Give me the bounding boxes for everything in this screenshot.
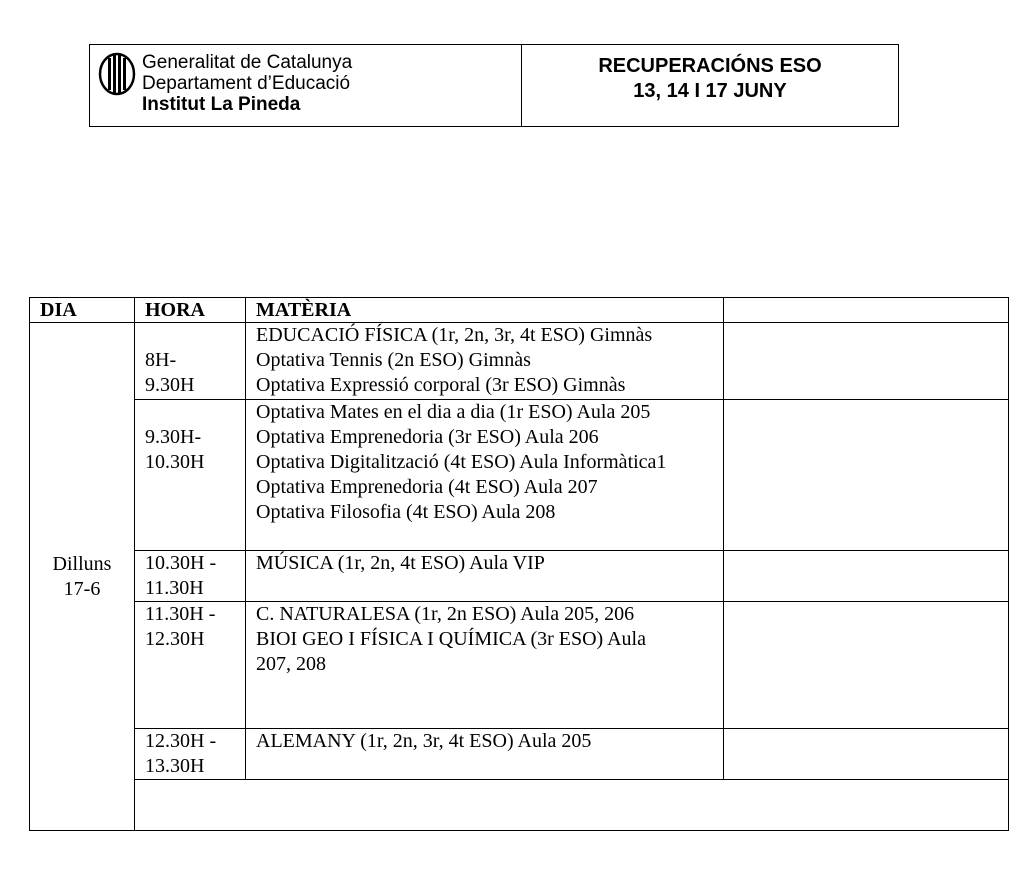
hora-line: 13.30H bbox=[145, 755, 205, 777]
materia-line: Optativa Filosofia (4t ESO) Aula 208 bbox=[256, 501, 556, 523]
hora-cell bbox=[135, 602, 246, 729]
materia-line: Optativa Tennis (2n ESO) Gimnàs bbox=[256, 349, 531, 371]
document-title: RECUPERACIÓNS ESO bbox=[598, 55, 822, 77]
materia-cell bbox=[246, 323, 724, 400]
table-header-row bbox=[30, 298, 1009, 323]
materia-line: MÚSICA (1r, 2n, 4t ESO) Aula VIP bbox=[256, 552, 545, 574]
materia-cell bbox=[246, 729, 724, 780]
materia-cell bbox=[246, 551, 724, 602]
document-dates: 13, 14 I 17 JUNY bbox=[633, 80, 787, 102]
hora-line: 11.30H - bbox=[145, 603, 216, 625]
org-line-generalitat: Generalitat de Catalunya bbox=[142, 52, 353, 73]
hora-line bbox=[145, 400, 235, 425]
materia-line: Optativa Emprenedoria (3r ESO) Aula 206 bbox=[256, 426, 599, 448]
hora-cell bbox=[135, 551, 246, 602]
org-line-departament: Departament d’Educació bbox=[142, 73, 351, 94]
materia-line: EDUCACIÓ FÍSICA (1r, 2n, 3r, 4t ESO) Gimnàs bbox=[256, 324, 653, 346]
materia-line: Optativa Mates en el dia a dia (1r ESO) Aula 205 bbox=[256, 401, 651, 423]
column-header-dia: DIA bbox=[30, 298, 135, 323]
table-row bbox=[30, 323, 1009, 400]
hora-line: 12.30H - bbox=[145, 730, 217, 752]
materia-line: ALEMANY (1r, 2n, 3r, 4t ESO) Aula 205 bbox=[256, 730, 592, 752]
header-title-cell bbox=[522, 45, 898, 126]
header-organization-cell bbox=[90, 45, 522, 126]
column-header-blank bbox=[724, 298, 1009, 323]
table-row bbox=[30, 729, 1009, 780]
materia-cell bbox=[246, 602, 724, 729]
hora-cell bbox=[135, 323, 246, 400]
column-header-hora: HORA bbox=[135, 298, 246, 323]
table-row bbox=[30, 602, 1009, 729]
hora-cell bbox=[135, 400, 246, 551]
table-row bbox=[30, 400, 1009, 551]
blank-cell bbox=[724, 551, 1009, 602]
materia-line: Optativa Digitalització (4t ESO) Aula Informàtica1 bbox=[256, 451, 667, 473]
hora-line: 9.30H- bbox=[145, 426, 202, 448]
blank-cell bbox=[724, 400, 1009, 551]
materia-cell bbox=[246, 400, 724, 551]
empty-cell bbox=[135, 780, 1009, 831]
hora-line: 9.30H bbox=[145, 374, 195, 396]
hora-line bbox=[145, 323, 235, 348]
hora-line: 11.30H bbox=[145, 577, 204, 599]
table-row bbox=[30, 780, 1009, 831]
hora-line: 8H- bbox=[145, 349, 177, 371]
institute-name: Institut La Pineda bbox=[142, 94, 301, 115]
generalitat-logo-icon bbox=[98, 52, 136, 96]
blank-cell bbox=[724, 729, 1009, 780]
hora-line: 12.30H bbox=[145, 628, 205, 650]
organization-text bbox=[142, 52, 352, 115]
hora-cell bbox=[135, 729, 246, 780]
materia-line: BIOI GEO I FÍSICA I QUÍMICA (3r ESO) Aula bbox=[256, 628, 646, 650]
materia-line: C. NATURALESA (1r, 2n ESO) Aula 205, 206 bbox=[256, 603, 635, 625]
materia-line: 207, 208 bbox=[256, 653, 326, 675]
document-header bbox=[89, 44, 899, 127]
materia-line: Optativa Emprenedoria (4t ESO) Aula 207 bbox=[256, 476, 598, 498]
day-name: Dilluns bbox=[52, 552, 112, 575]
table-row bbox=[30, 551, 1009, 602]
schedule-table bbox=[29, 297, 1009, 831]
hora-line: 10.30H - bbox=[145, 552, 217, 574]
materia-line: Optativa Expressió corporal (3r ESO) Gimnàs bbox=[256, 374, 626, 396]
day-date: 17-6 bbox=[63, 577, 101, 600]
blank-cell bbox=[724, 323, 1009, 400]
column-header-materia: MATÈRIA bbox=[246, 298, 724, 323]
blank-cell bbox=[724, 602, 1009, 729]
hora-line: 10.30H bbox=[145, 451, 205, 473]
day-cell bbox=[30, 323, 135, 831]
